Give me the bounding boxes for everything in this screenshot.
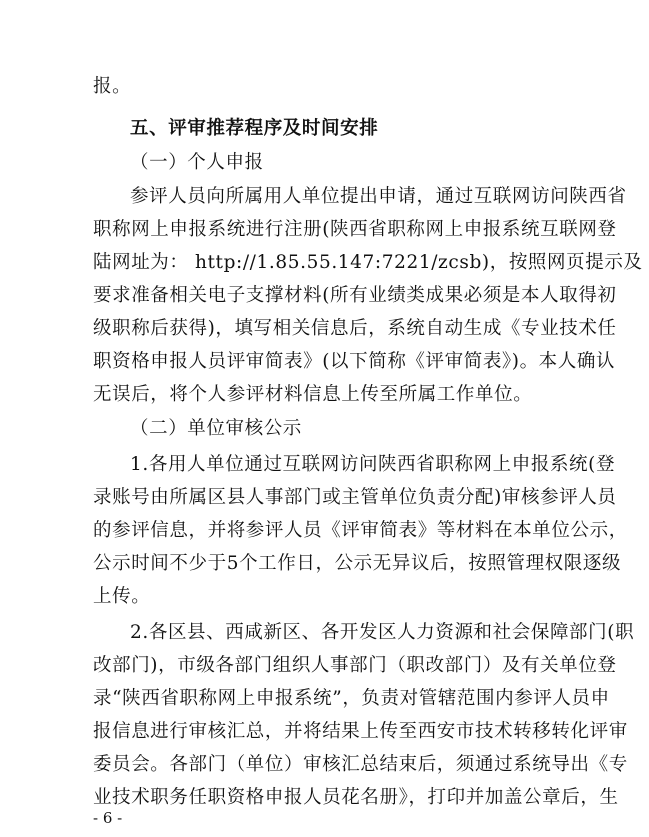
body-line: 录账号由所属区县人事部门或主管单位负责分配)审核参评人员 xyxy=(93,487,617,508)
body-line: 委员会。各部门（单位）审核汇总结束后，须通过系统导出《专 xyxy=(93,754,628,775)
body-line: 录“陕西省职称网上申报系统”，负责对管辖范围内参评人员申 xyxy=(93,688,610,709)
section-heading: 五、评审推荐程序及时间安排 xyxy=(130,118,379,139)
body-line: 要求准备相关电子支撑材料(所有业绩类成果必须是本人取得初 xyxy=(93,285,617,306)
body-line-url: 陆网址为： http://1.85.55.147:7221/zcsb)，按照网页提示及 xyxy=(93,252,643,273)
body-line: 无误后，将个人参评材料信息上传至所属工作单位。 xyxy=(93,384,533,405)
subsection-heading-personal-application: （一）个人申报 xyxy=(130,152,264,173)
body-line: 2.各区县、西咸新区、各开发区人力资源和社会保障部门(职 xyxy=(130,622,635,643)
body-line: 业技术职务任职资格申报人员花名册》，打印并加盖公章后，生 xyxy=(93,787,619,808)
subsection-heading-unit-review: （二）单位审核公示 xyxy=(130,418,302,439)
body-line: 级职称后获得)，填写相关信息后，系统自动生成《专业技术任 xyxy=(93,318,617,339)
body-line: 报信息进行审核汇总，并将结果上传至西安市技术转移转化评审 xyxy=(93,721,628,742)
body-line: 参评人员向所属用人单位提出申请，通过互联网访问陕西省 xyxy=(130,186,627,207)
paragraph-tail-line: 报。 xyxy=(93,76,132,97)
body-line: 上传。 xyxy=(93,586,151,607)
body-line: 改部门)，市级各部门组织人事部门（职改部门）及有关单位登 xyxy=(93,655,617,676)
body-line: 的参评信息，并将参评人员《评审简表》等材料在本单位公示， xyxy=(93,520,628,541)
page-number: - 6 - xyxy=(93,809,123,827)
body-line: 公示时间不少于5个工作日，公示无异议后，按照管理权限逐级 xyxy=(93,553,622,574)
body-line: 1.各用人单位通过互联网访问陕西省职称网上申报系统(登 xyxy=(130,454,616,475)
body-line: 职资格申报人员评审简表》(以下简称《评审简表》)。本人确认 xyxy=(93,351,616,372)
body-line: 职称网上申报系统进行注册(陕西省职称网上申报系统互联网登 xyxy=(93,219,617,240)
